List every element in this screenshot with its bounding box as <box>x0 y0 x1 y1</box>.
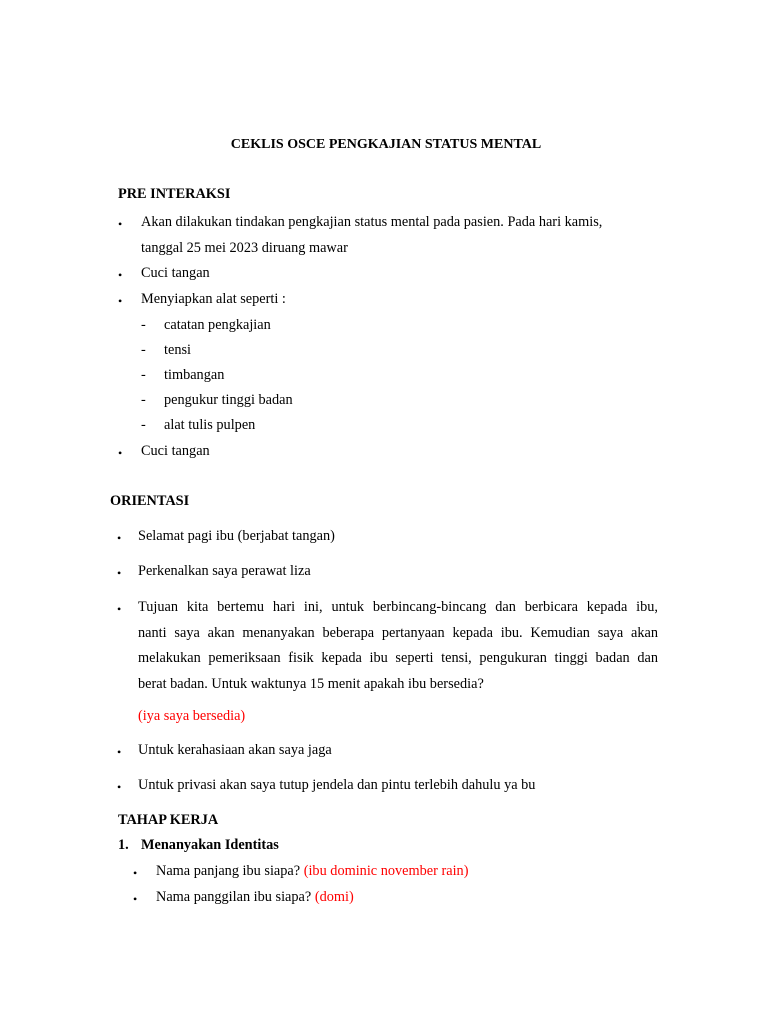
dash-icon: - <box>141 342 146 358</box>
list-item: Selamat pagi ibu (berjabat tangan) <box>138 528 335 544</box>
bullet-icon: • <box>117 566 122 580</box>
bullet-icon: • <box>133 866 138 880</box>
bullet-icon: • <box>117 602 122 616</box>
question-text: Nama panjang ibu siapa? <box>156 863 301 879</box>
bullet-icon: • <box>118 217 123 231</box>
list-item: Cuci tangan <box>141 443 210 459</box>
dash-icon: - <box>141 392 146 408</box>
list-item: Perkenalkan saya perawat liza <box>138 563 311 579</box>
heading-orientasi: ORIENTASI <box>110 493 190 509</box>
dash-icon: - <box>141 417 146 433</box>
bullet-icon: • <box>117 780 122 794</box>
list-item: Tujuan kita bertemu hari ini, untuk berbincang-bincang dan berbicara kepada ibu, <box>138 599 658 615</box>
document-title: CEKLIS OSCE PENGKAJIAN STATUS MENTAL <box>230 137 542 152</box>
bullet-icon: • <box>117 745 122 759</box>
list-item-continuation: melakukan pemeriksaan fisik kepada ibu seperti tensi, pengukuran tinggi badan dan <box>138 650 658 666</box>
question-text: Nama panggilan ibu siapa? <box>156 889 312 905</box>
list-item: Cuci tangan <box>141 265 210 281</box>
list-item: Akan dilakukan tindakan pengkajian status mental pada pasien. Pada hari kamis, <box>141 214 603 230</box>
question-item <box>156 889 354 906</box>
patient-response: (iya saya bersedia) <box>138 708 246 724</box>
list-item-continuation: berat badan. Untuk waktunya 15 menit apakah ibu bersedia? <box>138 676 484 692</box>
bullet-icon: • <box>117 531 122 545</box>
list-item: Untuk kerahasiaan akan saya jaga <box>138 742 332 758</box>
question-item <box>156 863 468 880</box>
bullet-icon: • <box>118 268 123 282</box>
sub-list-item: alat tulis pulpen <box>164 417 256 433</box>
list-item-continuation: tanggal 25 mei 2023 diruang mawar <box>141 240 348 256</box>
sub-heading-identitas: Menanyakan Identitas <box>141 837 279 853</box>
list-item: Menyiapkan alat seperti : <box>141 291 286 307</box>
heading-tahap-kerja: TAHAP KERJA <box>118 812 219 828</box>
answer-text: (domi) <box>314 889 354 905</box>
answer-text: (ibu dominic november rain) <box>303 863 469 879</box>
sub-list-item: tensi <box>164 342 192 358</box>
bullet-icon: • <box>118 446 123 460</box>
dash-icon: - <box>141 317 146 333</box>
sub-list-item: pengukur tinggi badan <box>164 392 293 408</box>
heading-pre-interaksi: PRE INTERAKSI <box>118 186 231 202</box>
list-item: Untuk privasi akan saya tutup jendela dan pintu terlebih dahulu ya bu <box>138 777 536 793</box>
sub-list-item: catatan pengkajian <box>164 317 271 333</box>
sub-heading-number: 1. <box>118 837 129 853</box>
list-item-continuation: nanti saya akan menanyakan beberapa pertanyaan kepada ibu. Kemudian saya akan <box>138 625 658 641</box>
bullet-icon: • <box>118 294 123 308</box>
dash-icon: - <box>141 367 146 383</box>
sub-list-item: timbangan <box>164 367 225 383</box>
bullet-icon: • <box>133 892 138 906</box>
